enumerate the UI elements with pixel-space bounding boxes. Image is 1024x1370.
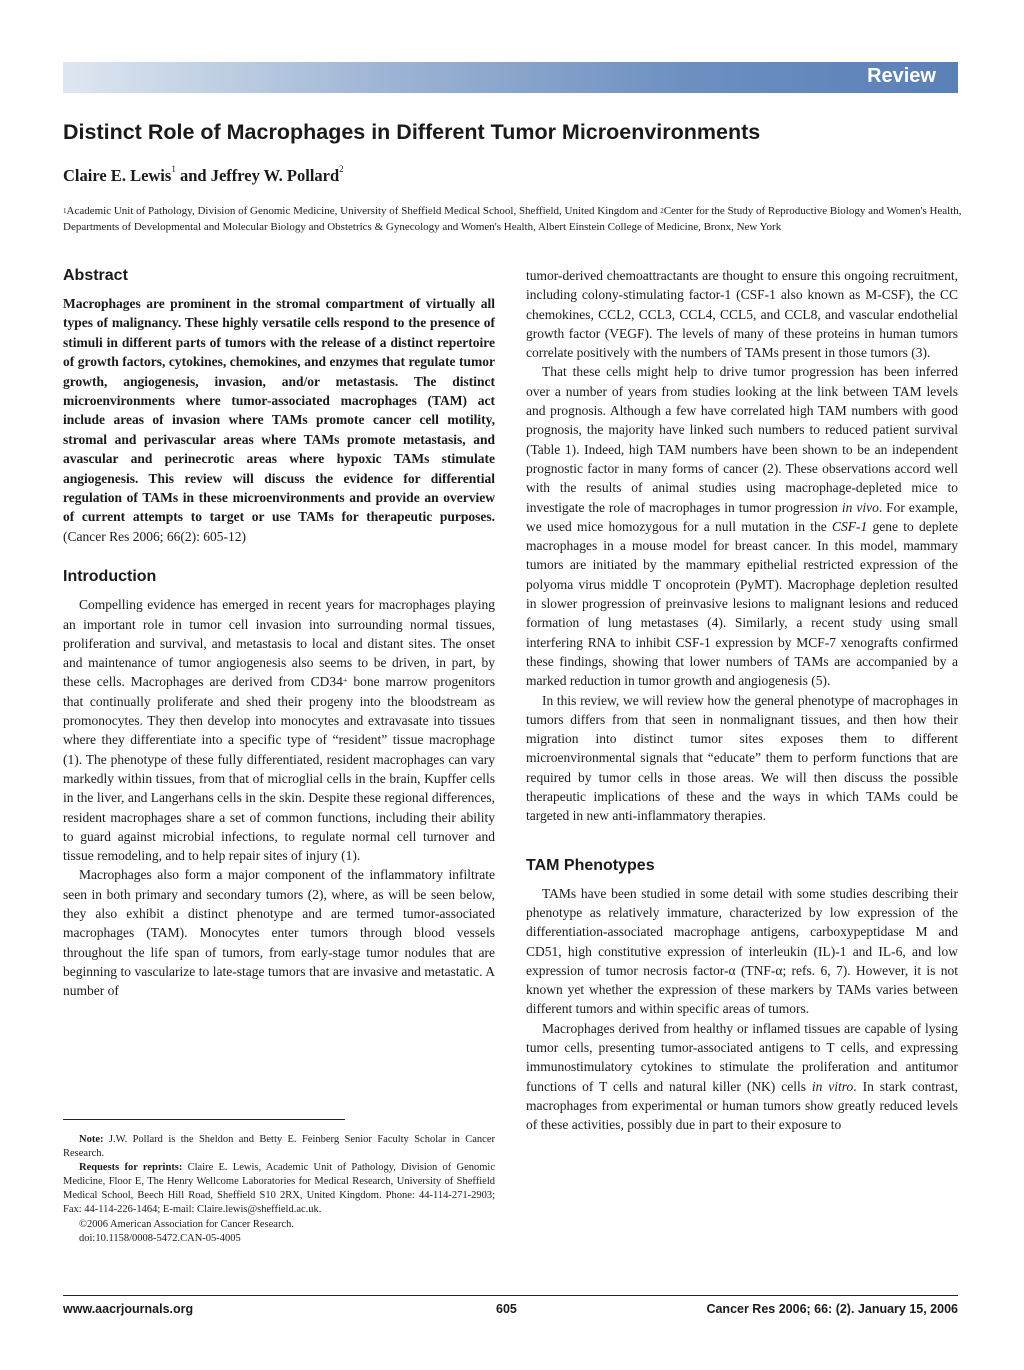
- paragraph: tumor-derived chemoattractants are thought to ensure this ongoing recruitment, including colony-stimulating factor-1 (CSF-1 also known as M-CSF), the CC chemokines, CCL2, CCL3, CCL4, CCL5, and CCL8, and vascular endothelial growth factor (VEGF). The levels of many of these proteins in human tumors correlate positively with the numbers of TAMs present in those tumors (3).: [526, 268, 958, 361]
- abstract-body: [63, 294, 495, 546]
- affiliations: [63, 204, 963, 235]
- footnote-doi: doi:10.1158/0008-5472.CAN-05-4005: [79, 1232, 241, 1244]
- italic-term: in vitro: [811, 1078, 854, 1094]
- paragraph: TAMs have been studied in some detail with some studies describing their phenotype as relatively immature, characterized by low expression of the differentiation-associated macrophage antigens, carboxypeptidase M and CD51, high constitutive expression of interleukin (IL)-1 and IL-6, and low expression of tumor necrosis factor-α (TNF-α; refs. 6, 7). However, it is not known yet whether the expression of these markers by TAMs varies between different tumors and within specific areas of tumors.: [526, 885, 958, 1017]
- footnote-divider: [63, 1119, 345, 1120]
- section-label: Review: [867, 65, 936, 87]
- footnote-label: Requests for reprints:: [79, 1162, 183, 1174]
- footnote-text: J.W. Pollard is the Sheldon and Betty E. Feinberg Senior Faculty Scholar in Cancer Research.: [63, 1134, 495, 1160]
- footer-divider: [63, 1295, 958, 1296]
- affiliation-text: Academic Unit of Pathology, Division of Genomic Medicine, University of Sheffield Medical School, Sheffield, United Kingdom and: [66, 205, 661, 217]
- author-name: Claire E. Lewis: [63, 166, 172, 185]
- paragraph: Macrophages also form a major component of the inflammatory infiltrate seen in both primary and secondary tumors (2), where, as will be seen below, they also exhibit a distinct phenotype and are termed tumor-associated macrophages (TAM). Monocytes enter tumors through blood vessels throughout the life span of tumors, from early-stage tumor nodules that are beginning to vascularize to late-stage tumors that are invasive and metastatic. A number of: [63, 867, 495, 999]
- paragraph-text: . In stark contrast, macrophages from experimental or human tumors show greatly reduced levels of these activities, possibly due in part to their exposure to: [526, 1078, 958, 1133]
- abstract-text: Macrophages are prominent in the stromal compartment of virtually all types of malignancy. These highly versatile cells respond to the presence of stimuli in different parts of tumors with the release of a distinct repertoire of growth factors, cytokines, chemokines, and enzymes that regulate tumor growth, angiogenesis, invasion, and/or metastasis. The distinct microenvironments where tumor-associated macrophages (TAM) act include areas of invasion where TAMs promote cancer cell motility, stromal and perivascular areas where TAMs promote metastasis, and avascular and perinecrotic areas where hypoxic TAMs stimulate angiogenesis. This review will discuss the evidence for differential regulation of TAMs in these microenvironments and provide an overview of current attempts to target or use TAMs for therapeutic purposes.: [63, 296, 495, 525]
- superscript: +: [342, 676, 348, 686]
- paragraph-text: bone marrow progenitors that continually proliferate and shed their progeny into the bloodstream as promonocytes. They then develop into monocytes and extravasate into tissues where they differentiate into a specific type of “resident” tissue macrophage (1). The phenotype of these fully differentiated, resident macrophages can vary markedly within tissues, from that of microglial cells in the brain, Kupffer cells in the liver, and Langerhans cells in the skin. Despite these regional differences, resident macrophages share a set of common functions, including their ability to guard against microbial infections, to regulate normal cell turnover and tissue remodeling, and to help repair sites of injury (1).: [63, 674, 495, 864]
- article-title: Distinct Role of Macrophages in Different Tumor Microenvironments: [63, 120, 761, 144]
- journal-citation: Cancer Res 2006; 66: (2). January 15, 2006: [706, 1302, 958, 1316]
- paragraph-text: . For example, we used mice homozygous for a null mutation in the: [526, 499, 958, 534]
- paragraph: [526, 1019, 958, 1135]
- footnote-text: Claire E. Lewis, Academic Unit of Pathology, Division of Genomic Medicine, Floor E, The Henry Wellcome Laboratories for Medical Research, University of Sheffield Medical School, Beech Hill Road, Sheffield S10 2RX, United Kingdom. Phone: 44-114-271-2903; Fax: 44-114-226-1464; E-mail: Claire.lewis@sheffield.ac.uk.: [63, 1162, 496, 1216]
- footnote-reprints: [63, 1161, 495, 1217]
- page-number: 605: [496, 1302, 517, 1316]
- paragraph-text: That these cells might help to drive tumor progression has been inferred over a number of years from studies looking at the link between TAM levels and prognosis. Although a few have correlated high TAM numbers with good prognosis, the majority have linked such numbers to reduced patient survival (Table 1). Indeed, high TAM numbers have been shown to be an independent prognostic factor in many forms of cancer (2). These observations accord well with the results of animal studies using macrophage-depleted mice to investigate the role of macrophages in tumor progression: [526, 364, 958, 515]
- footnote-copyright: ©2006 American Association for Cancer Research.: [79, 1218, 294, 1230]
- paragraph-text: Macrophages derived from healthy or inflamed tissues are capable of lysing tumor cells, presenting tumor-associated antigens to T cells, and expressing immunostimulatory cytokines to stimulate the proliferation and antitumor functions of T cells and natural killer (NK) cells: [526, 1020, 958, 1094]
- paragraph: [526, 362, 958, 690]
- paragraph: In this review, we will review how the general phenotype of macrophages in tumors differs from that seen in nonmalignant tissues, and then how their migration into distinct tumor sites exposes them to different microenvironmental signals that “educate” them to perform functions that are required by tumor cells in those areas. We will then discuss the possible therapeutic implications of these and the ways in which TAMs could be targeted in new anti-inflammatory therapies.: [526, 692, 958, 824]
- tam-phenotypes-heading: TAM Phenotypes: [526, 856, 655, 874]
- left-column: [63, 266, 495, 1001]
- italic-term: CSF-1: [832, 518, 868, 534]
- affiliation-marker: 2: [339, 164, 344, 174]
- footnote-note: [63, 1133, 495, 1161]
- paragraph-text: gene to deplete macrophages in a mouse model for breast cancer. In this model, mammary tumors are initiated by the mammary epithelial restricted expression of the polyoma virus middle T oncoprotein (PyMT). Macrophage depletion resulted in slower progression of preinvasive lesions to malignant lesions and reduced formation of lung metastases (4). Similarly, a recent study using small interfering RNA to inhibit CSF-1 expression by MCF-7 xenografts confirmed these findings, showing that lower numbers of TAMs are accompanied by a marked reduction in tumor growth and angiogenesis (5).: [526, 518, 958, 689]
- affiliation-marker: 2: [660, 207, 664, 215]
- affiliation-text: Center for the Study of Reproductive Biology and Women's Health, Departments of Developmental and Molecular Biology and Obstetrics & Gynecology and Women's Health, Albert Einstein College of Medicine, Bronx, New York: [63, 205, 962, 233]
- paragraph-text: Compelling evidence has emerged in recent years for macrophages playing an important role in tumor cell invasion into surrounding normal tissues, proliferation and survival, and metastasis to local and distant sites. The onset and maintenance of tumor angiogenesis also seems to be driven, in part, by these cells. Macrophages are derived from CD34: [63, 597, 495, 690]
- introduction-heading: Introduction: [63, 568, 157, 586]
- author-conjunction: and: [179, 166, 207, 185]
- author-list: [63, 166, 344, 186]
- footnote-label: Note:: [79, 1134, 104, 1145]
- abstract-heading: Abstract: [63, 267, 128, 284]
- affiliation-marker: 1: [171, 164, 176, 174]
- abstract-citation: (Cancer Res 2006; 66(2): 605-12): [63, 528, 246, 544]
- affiliation-marker: 1: [63, 207, 67, 215]
- author-name: Jeffrey W. Pollard: [210, 166, 340, 185]
- italic-term: in vivo: [841, 499, 879, 515]
- journal-website-link[interactable]: www.aacrjournals.org: [63, 1302, 194, 1316]
- section-banner: [63, 62, 958, 93]
- paragraph: [63, 595, 495, 865]
- right-column: [526, 266, 958, 1134]
- footnotes: [63, 1133, 495, 1246]
